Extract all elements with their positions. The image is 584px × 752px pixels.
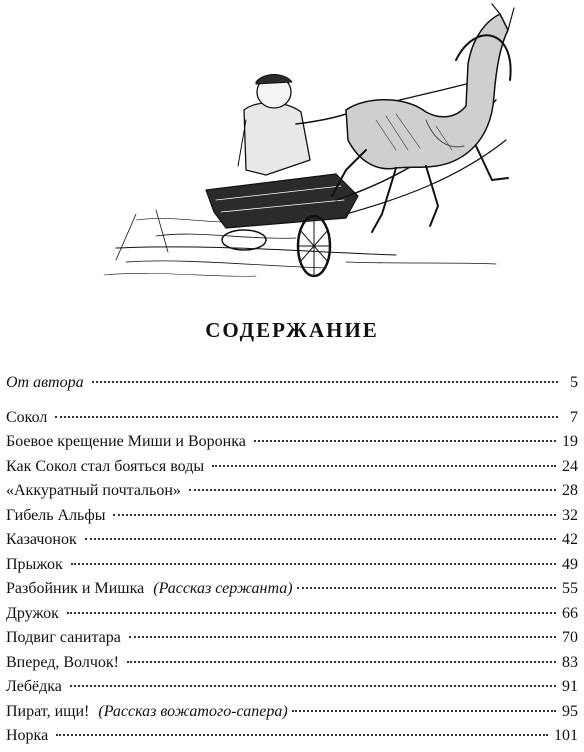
table-of-contents [6, 371, 578, 749]
toc-entry [6, 406, 578, 431]
toc-entry-title: Боевое крещение Миши и Воронка [6, 433, 246, 450]
page-number: 5 [570, 374, 578, 391]
toc-entry [6, 371, 578, 396]
toc-entry [6, 528, 578, 553]
toc-entry-title: Вперед, Волчок! [6, 653, 119, 671]
horse-cart-illustration [96, 0, 516, 282]
toc-entry [6, 675, 578, 700]
dot-leader [55, 416, 558, 418]
toc-entry [6, 651, 578, 676]
dot-leader [113, 514, 556, 516]
page-number: 28 [562, 482, 578, 499]
toc-entry-subtitle: (Рассказ сержанта) [153, 580, 293, 597]
contents-heading: СОДЕРЖАНИЕ [205, 318, 379, 342]
dot-leader [85, 538, 556, 540]
page-number: 95 [562, 702, 578, 720]
page-number: 101 [554, 727, 578, 744]
toc-entry-title: Прыжок [6, 555, 63, 573]
toc-entry-title: Подвиг санитара [6, 629, 121, 646]
dot-leader [297, 587, 556, 589]
toc-entry-title: Лебёдка [6, 678, 62, 695]
page-number: 66 [562, 604, 578, 622]
toc-entry-title: Норка [6, 727, 49, 744]
toc-entry-title: Гибель Альфы [6, 506, 106, 524]
toc-entry-title: «Аккуратный почтальон» [6, 482, 181, 499]
toc-entry-title: Казачонок [6, 531, 77, 548]
dot-leader [254, 440, 556, 442]
toc-entry [6, 479, 578, 504]
dot-leader [67, 612, 556, 614]
page-number: 42 [562, 531, 578, 548]
toc-entry [6, 430, 578, 455]
dot-leader [56, 734, 548, 736]
dot-leader [129, 636, 556, 638]
page-number: 24 [562, 457, 578, 475]
dot-leader [127, 661, 556, 663]
dot-leader [189, 489, 556, 491]
dot-leader [292, 710, 556, 712]
page-number: 7 [570, 408, 578, 426]
dot-leader [212, 465, 556, 467]
dot-leader [71, 563, 556, 565]
toc-entry [6, 724, 578, 749]
toc-entry-title: Сокол [6, 408, 48, 426]
page-number: 49 [562, 555, 578, 573]
toc-entry [6, 504, 578, 529]
toc-entry [6, 700, 578, 725]
dot-leader [92, 381, 558, 383]
dot-leader [70, 685, 556, 687]
toc-entry [6, 577, 578, 602]
toc-entry [6, 553, 578, 578]
toc-entry-subtitle: (Рассказ вожатого-сапера) [98, 702, 288, 720]
toc-entry-title: Разбойник и Мишка [6, 580, 145, 597]
toc-entry-title: От автора [6, 374, 84, 391]
page-number: 32 [562, 506, 578, 524]
toc-entry-title: Как Сокол стал бояться воды [6, 457, 205, 475]
toc-entry [6, 455, 578, 480]
page-number: 83 [562, 653, 578, 671]
page-number: 55 [562, 580, 578, 597]
page-number: 19 [562, 433, 578, 450]
toc-entry-title: Пират, ищи! [6, 702, 90, 720]
toc-entry-title: Дружок [6, 604, 59, 622]
page-number: 91 [562, 678, 578, 695]
page-number: 70 [562, 629, 578, 646]
toc-entry [6, 602, 578, 627]
toc-entry [6, 626, 578, 651]
